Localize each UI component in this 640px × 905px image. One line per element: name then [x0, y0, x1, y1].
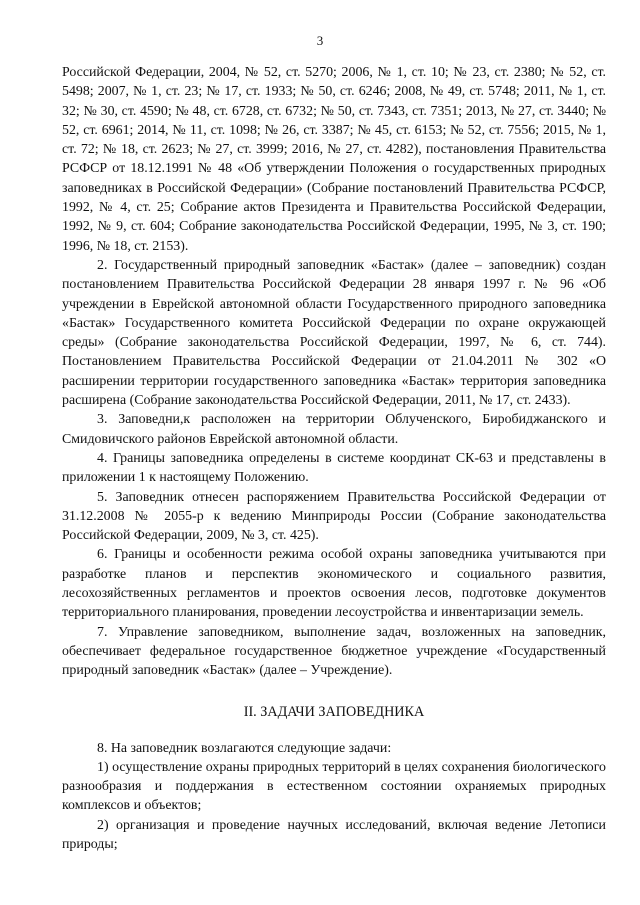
- paragraph-8-tasks-intro: 8. На заповедник возлагаются следующие задачи:: [97, 740, 392, 756]
- section-heading: II. ЗАДАЧИ ЗАПОВЕДНИКА: [243, 703, 425, 720]
- paragraph-4-boundaries: 4. Границы заповедника определены в системе координат СК-63 и представлены в приложении 1 к настоящему Положению.: [62, 450, 606, 486]
- paragraph-6-planning: 6. Границы и особенности режима особой охраны заповедника учитываются при разработке планов и перспектив экономического и социального развития, лесохозяйственных регламентов и проектов освоения лесов, подготовке документов территориального планирования, проведении лесоустройства и инвентаризации земель.: [62, 547, 606, 621]
- paragraph-7-management: 7. Управление заповедником, выполнение задач, возложенных на заповедник, обеспечивает федеральное государственное бюджетное учреждение «Государственный природный заповедник «Бастак» (далее – Учреждение).: [62, 624, 606, 679]
- paragraph-2-establishment: 2. Государственный природный заповедник «Бастак» (далее – заповедник) создан постановлением Правительства Российской Федерации 28 января 1997 г. № 96 «Об учреждении в Еврейской автономной области Государственного природного заповедника «Бастак» Государственного комитета Российской Федерации по охране окружающей среды» (Собрание законодательства Российской Федерации, 1997, № 6, ст. 744). Постановлением Правительства Российской Федерации от 21.04.2011 № 302 «О расширении территории государственного заповедника «Бастак» территория заповедника расширена (Собрание законодательства Российской Федерации, 2011, № 17, ст. 2433).: [62, 257, 606, 409]
- document-body: [62, 63, 606, 854]
- task-item-1: 1) осуществление охраны природных территорий в целях сохранения биологического разнообразия и поддержания в естественном состоянии охраняемых природных комплексов и объектов;: [62, 759, 606, 814]
- page-number: 3: [316, 33, 324, 48]
- paragraph-5-jurisdiction: 5. Заповедник отнесен распоряжением Правительства Российской Федерации от 31.12.2008 № 2055-р к ведению Минприроды России (Собрание законодательства Российской Федерации, 2009, № 3, ст. 425).: [62, 489, 606, 544]
- paragraph-legal-citations-continued: Российской Федерации, 2004, № 52, ст. 5270; 2006, № 1, ст. 10; № 23, ст. 2380; № 52, ст. 5498; 2007, № 1, ст. 23; № 17, ст. 1933; № 50, ст. 6246; 2008, № 49, ст. 5748; 2011, № 1, ст. 32; № 30, ст. 4590; № 48, ст. 6728, ст. 6732; № 50, ст. 7343, ст. 7351; 2013, № 27, ст. 3440; № 52, ст. 6961; 2014, № 11, ст. 1098; № 26, ст. 3387; № 45, ст. 6153; № 52, ст. 7556; 2015, № 1, ст. 72; № 18, ст. 2623; № 27, ст. 3999; 2016, № 27, ст. 4282), постановления Правительства РСФСР от 18.12.1991 № 48 «Об утверждении Положения о государственных природных заповедниках в Российской Федерации» (Собрание постановлений Правительства РСФСР, 1992, № 4, ст. 25; Собрание актов Президента и Правительства Российской Федерации, 1992, № 9, ст. 604; Собрание законодательства Российской Федерации, 1995, № 3, ст. 190; 1996, № 18, ст. 2153).: [62, 65, 606, 254]
- task-item-2: 2) организация и проведение научных исследований, включая ведение Летописи природы;: [62, 817, 606, 852]
- paragraph-3-location: 3. Заповедни,к расположен на территории Облученского, Биробиджанского и Смидовичского районов Еврейской автономной области.: [62, 412, 606, 447]
